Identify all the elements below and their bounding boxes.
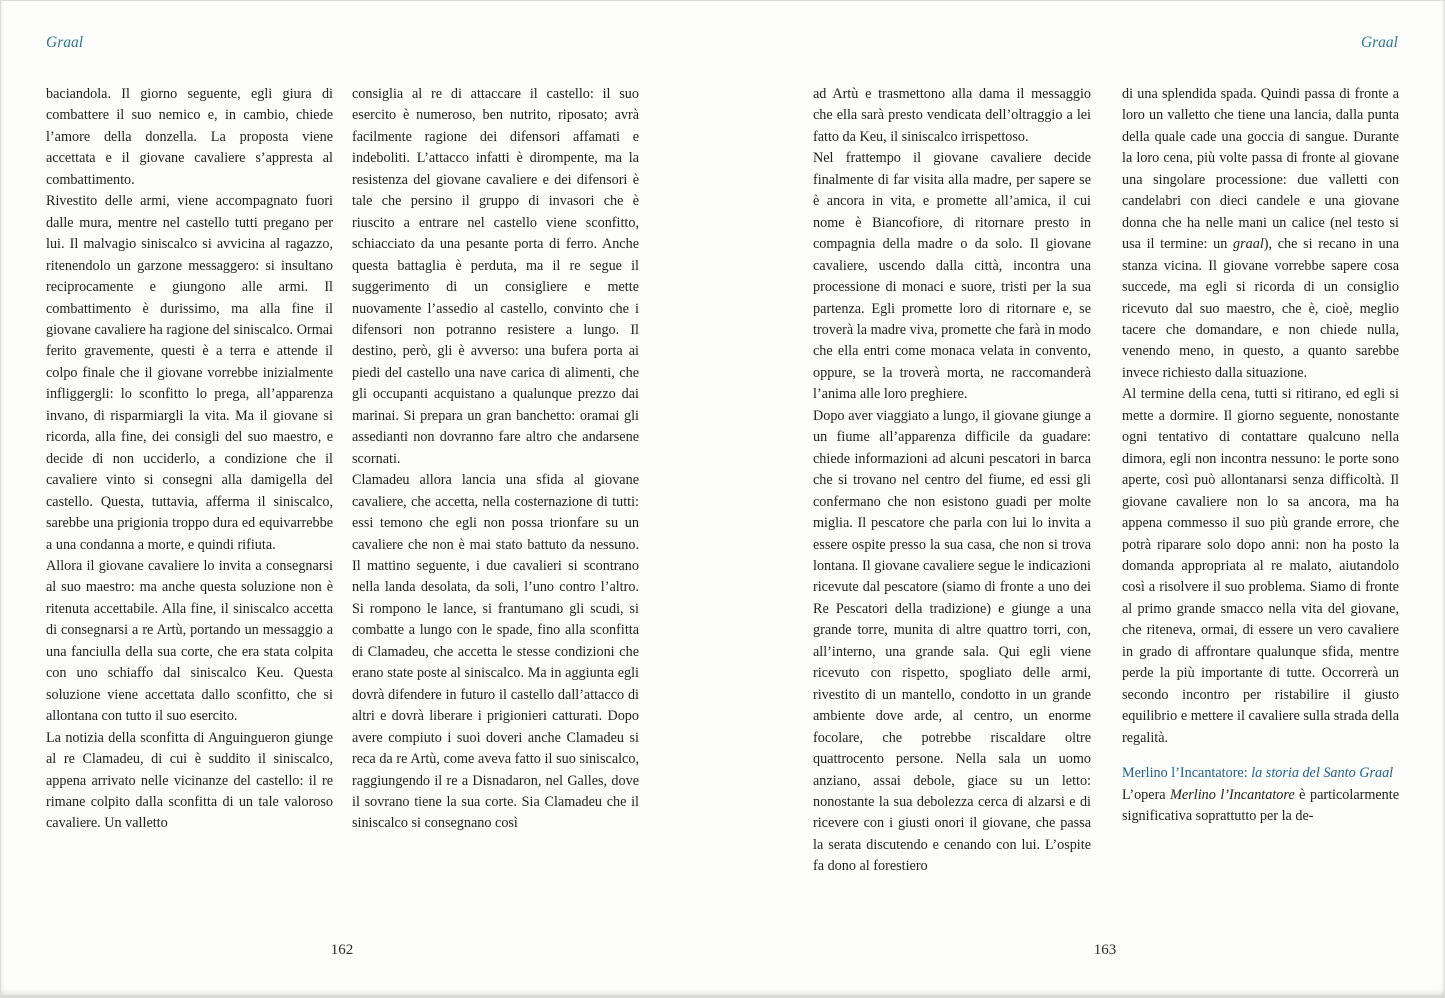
text-run: Merlino l’Incantatore: xyxy=(1122,765,1252,782)
running-head-right: Graal xyxy=(1360,34,1398,51)
paragraph: Clamadeu allora lancia una sfida al giovane cavaliere, che accetta, nella costernazione di tutti: essi temono che egli non possa trionfare su un cavaliere che non è mai stato battuto da nessuno. Il mattino seguente, i due cavalieri si scontrano nella landa desolata, da soli, l’uno contro l’altro. Si rompono le lance, si frantumano gli scudi, si combatte a lungo con le spade, fino alla sconfitta di Clamadeu, che accetta le stesse condizioni che erano state poste al siniscalco. Ma in aggiunta egli dovrà difendere in futuro il castello dall’attacco di altri e dovrà liberare i prigionieri catturati. Dopo avere compiuto i suoi doveri anche Clamadeu si reca da re Artù, come aveva fatto il suo siniscalco, raggiungendo il re a Disnadaron, nel Galles, dove il sovrano tiene la sua corte. Sia Clamadeu che il siniscalco si consegnano così xyxy=(352,472,639,832)
page-right xyxy=(722,0,1445,998)
page-left xyxy=(0,0,722,998)
paragraph: Al termine della cena, tutti si ritirano, ed egli si mette a dormire. Il giorno seguente, nonostante ogni tentativo di contattare qualcuno nella dimora, egli non incontra nessuno: le porte sono aperte, così può allontanarsi senza difficoltà. Il giovane cavaliere non lo sa ancora, ma ha appena commesso il suo più grande errore, che potrà riparare solo dopo anni: non ha posto la domanda appropriata al re malato, aiutandolo così a risolvere il suo problema. Siamo di fronte al primo grande smacco nella vita del giovane, che riteneva, ormai, di essere un vero cavaliere in grado di affrontare qualunque sfida, mentre perde la più importante di tutte. Occorrerà un secondo incontro per ristabilire il giusto equilibrio e mettere il cavaliere sulla strada della regalità. xyxy=(1122,386,1399,746)
running-head-left: Graal xyxy=(46,34,84,51)
section-heading xyxy=(1122,763,1399,784)
text-column-left-1 xyxy=(46,84,333,918)
text-column-right-2 xyxy=(1122,84,1399,918)
italic-text: la storia del Santo Graal xyxy=(1251,765,1394,782)
paragraph: consiglia al re di attaccare il castello: il suo esercito è numeroso, ben nutrito, riposato; avrà facilmente ragione dei difensori affamati e indeboliti. L’attacco infatti è dirompente, ma la resistenza del giovane cavaliere e dei difensori è tale che persino il gruppo di invasori che è riuscito a entrare nel castello viene sconfitto, schiacciato da una pesante porta di ferro. Anche questa battaglia è perduta, ma il re segue il suggerimento di un consigliere e mette nuovamente l’assedio al castello, convinto che i difensori non potranno resistere a lungo. Il destino, però, gli è avverso: una bufera porta ai piedi del castello una nave carica di alimenti, che gli occupanti acquistano a qualunque prezzo dai marinai. Si prepara un gran banchetto: oramai gli assedianti non dovranno fare altro che andarsene scornati. xyxy=(352,86,639,467)
paragraph: Rivestito delle armi, viene accompagnato fuori dalle mura, mentre nel castello tutti pregano per lui. Il malvagio siniscalco si avvicina al ragazzo, ritenendolo un garzone messaggero: si insultano reciprocamente e giungono alle armi. Il combattimento è durissimo, ma alla fine il giovane cavaliere ha ragione del siniscalco. Ormai ferito gravemente, questi è a terra e attende il colpo finale che il giovane vorrebbe inizialmente infliggergli: lo sconfitto lo prega, all’apparenza invano, di risparmiargli la vita. Ma il giovane si ricorda, alla fine, dei consigli del suo maestro, e decide di non ucciderlo, a condizione che il cavaliere vinto si consegni alla damigella del castello. Questa, tuttavia, afferma il siniscalco, sarebbe una prigionia troppo dura ed equivarrebbe a una condanna a morte, e quindi rifiuta. xyxy=(46,193,333,553)
italic-text: graal xyxy=(1233,236,1264,253)
italic-text: Merlino l’Incantatore xyxy=(1170,786,1295,803)
text-column-right-1 xyxy=(813,84,1091,918)
paragraph: La notizia della sconfitta di Anguingueron giunge al re Clamadeu, di cui è suddito il siniscalco, appena arrivato nelle vicinanze del castello: il re rimane colpito dalla sconfitta di un tale valoroso cavaliere. Un valletto xyxy=(46,729,333,832)
paragraph: L’opera Merlino l’Incantatore è particolarmente significativa soprattutto per la de- xyxy=(1122,786,1399,824)
page-number-left: 162 xyxy=(330,942,354,958)
paragraph: Dopo aver viaggiato a lungo, il giovane giunge a un fiume all’apparenza difficile da guadare: chiede informazioni ad alcuni pescatori in barca che si trovano nel centro del fiume, ed essi gli confermano che non esistono guadi per molte miglia. Il pescatore che parla con lui lo invita a essere ospite presso la sua casa, che non si trova lontana. Il giovane cavaliere segue le indicazioni ricevute dal pescatore (siamo di fronte a uno dei Re Pescatori della tradizione) e giunge a una grande torre, munita di altre quattro torri, con, all’interno, una grande sala. Qui egli viene ricevuto con rispetto, spogliato delle armi, rivestito di un mantello, condotto in un grande ambiente dove arde, al centro, un enorme focolare, che potrebbe riscaldare oltre quattrocento persone. Nella sala un uomo anziano, assai debole, giace su un letto: nonostante la sua debolezza cerca di alzarsi e di ricevere con i giusti onori il giovane, che passa la serata discutendo e cenando con lui. L’ospite fa dono al forestiero xyxy=(813,407,1091,875)
page-number-right: 163 xyxy=(1093,942,1117,958)
paragraph: Nel frattempo il giovane cavaliere decide finalmente di far visita alla madre, per sapere se è ancora in vita, e promette all’amica, il cui nome è Biancofiore, di ritornare presto in compagnia della madre o da solo. Il giovane cavaliere, uscendo dalla città, incontra una processione di monaci e suore, tristi per la sua partenza. Egli promette loro di ritornare e, se troverà la madre viva, promette che farà in modo che ella entri come monaca velata in convento, oppure, se la troverà morta, ne raccomanderà l’anima alle loro preghiere. xyxy=(813,150,1091,403)
paragraph: di una splendida spada. Quindi passa di fronte a loro un valletto che tiene una lancia, dalla punta della quale cade una goccia di sangue. Durante la loro cena, più volte passa di fronte al giovane una singolare processione: due valletti con candelabri con dieci candele e una giovane donna che ha nelle mani un calice (nel testo si usa il termine: un graal), che si recano in una stanza vicina. Il giovane vorrebbe sapere cosa succede, ma egli si ricorda di un consiglio ricevuto dal suo maestro, che è, cioè, meglio tacere che domandare, e non chiede nulla, venendo meno, in questo, a quanto sarebbe invece richiesto dalla situazione. xyxy=(1122,86,1399,381)
paragraph: ad Artù e trasmettono alla dama il messaggio che ella sarà presto vendicata dell’oltraggio a lei fatto da Keu, il siniscalco irrispettoso. xyxy=(813,86,1091,145)
paragraph: Allora il giovane cavaliere lo invita a consegnarsi al suo maestro: ma anche questa soluzione non è ritenuta accettabile. Alla fine, il siniscalco accetta di consegnarsi a re Artù, portando un messaggio a una fanciulla della sua corte, che era stata colpita con uno schiaffo dal siniscalco Keu. Questa soluzione viene accettata dallo sconfitto, che si allontana con tutto il suo esercito. xyxy=(46,557,333,725)
paragraph: baciandola. Il giorno seguente, egli giura di combattere il suo nemico e, in cambio, chiede l’amore della donzella. La proposta viene accettata e il giovane cavaliere s’appresta al combattimento. xyxy=(46,86,333,188)
text-column-left-2 xyxy=(352,84,639,918)
